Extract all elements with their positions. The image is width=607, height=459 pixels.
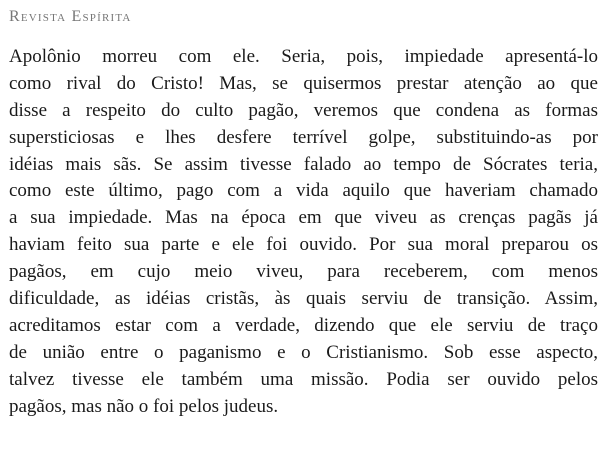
text-line: pagãos, em cujo meio viveu, para receberem, com menos	[9, 261, 598, 283]
running-head: Revista Espírita	[9, 8, 132, 25]
text-line: idéias mais sãs. Se assim tivesse falado ao tempo de Sócrates teria,	[9, 153, 598, 175]
text-line: a sua impiedade. Mas na época em que viveu as crenças pagãs já	[9, 207, 598, 229]
text-line: acreditamos estar com a verdade, dizendo que ele serviu de traço	[9, 314, 598, 336]
text-line: supersticiosas e lhes desfere terrível golpe, substituindo-as por	[9, 126, 598, 148]
text-line: dificuldade, as idéias cristãs, às quais serviu de transição. Assim,	[9, 288, 598, 310]
text-line: disse a respeito do culto pagão, veremos que condena as formas	[9, 99, 598, 121]
text-line: haviam feito sua parte e ele foi ouvido. Por sua moral preparou os	[9, 234, 598, 256]
text-line: pagãos, mas não o foi pelos judeus.	[9, 395, 279, 417]
text-line: como rival do Cristo! Mas, se quisermos prestar atenção ao que	[9, 72, 598, 94]
text-line: Apolônio morreu com ele. Seria, pois, impiedade apresentá-lo	[9, 46, 598, 67]
body-paragraph	[9, 44, 598, 420]
text-line: como este último, pago com a vida aquilo que haveriam chamado	[9, 180, 598, 202]
text-line: de união entre o paganismo e o Cristianismo. Sob esse aspecto,	[9, 341, 598, 363]
text-line: talvez tivesse ele também uma missão. Podia ser ouvido pelos	[9, 368, 598, 390]
